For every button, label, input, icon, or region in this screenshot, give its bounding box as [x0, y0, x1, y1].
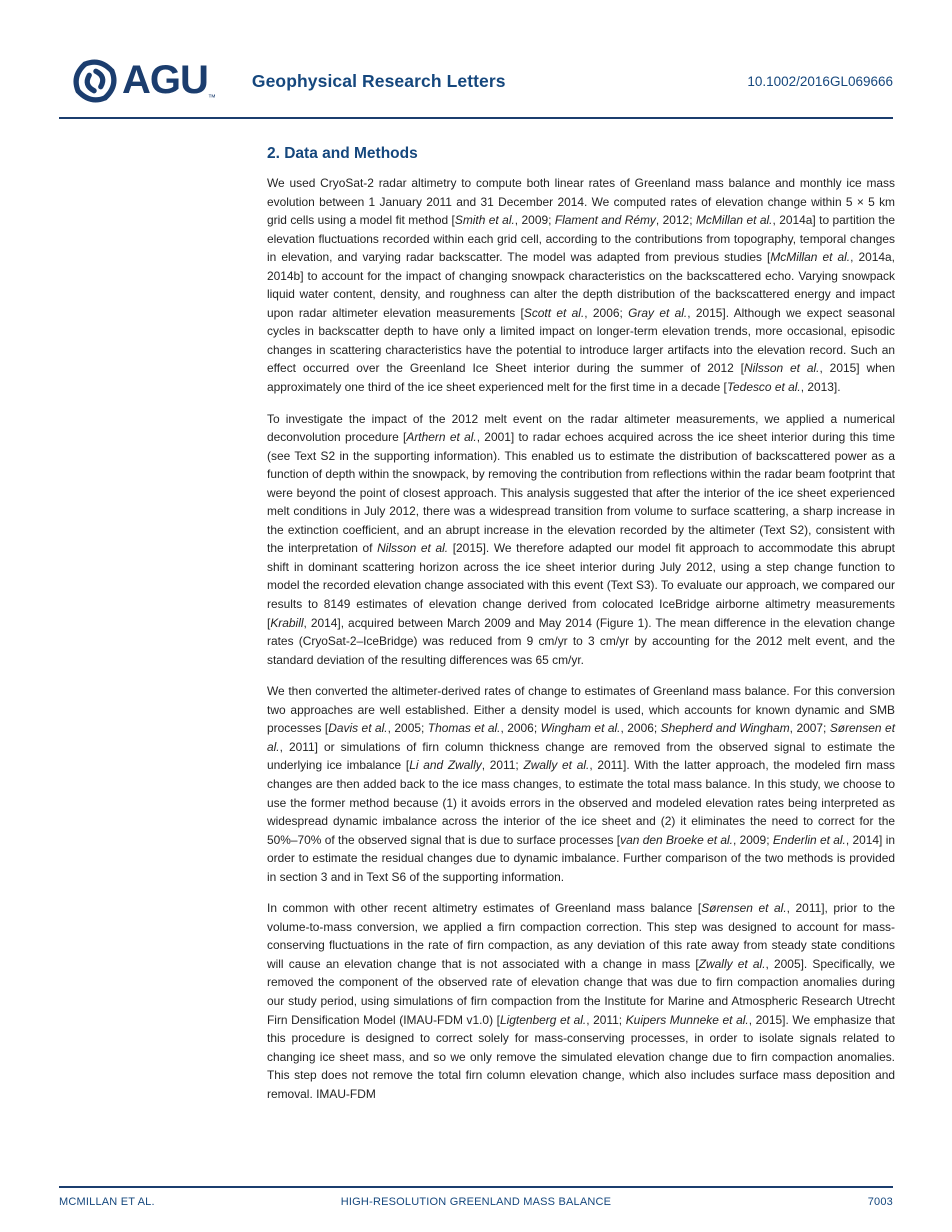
agu-logo-text: AGU [122, 58, 208, 102]
paragraph-2: To investigate the impact of the 2012 melt event on the radar altimeter measurements, we applied a numerical deconvolution procedure [Arthern et al., 2001] to radar echoes acquired across the ice sheet interior during this time (see Text S2 in the supporting information). This enabled us to estimate the distribution of backscattered power as a function of depth within the snowpack, by removing the contribution from reflections within the radar beam footprint that were beyond the point of closest approach. This analysis suggested that after the interior of the ice sheet experienced melt conditions in July 2012, there was a widespread transition from volume to surface scattering, a sharp increase in the extinction coefficient, and an abrupt increase in the elevation recorded by the altimeter (Text S2), consistent with the interpretation of Nilsson et al. [2015]. We therefore adapted our model fit approach to accommodate this abrupt shift in dominant scattering horizon across the ice sheet interior during July 2012, using a step change function to model the recorded elevation change associated with this event (Text S3). To evaluate our approach, we compared our results to 8149 estimates of elevation change derived from colocated IceBridge airborne altimetry measurements [Krabill, 2014], acquired between March 2009 and May 2014 (Figure 1). The mean difference in the elevation change rates (CryoSat-2–IceBridge) was reduced from 9 cm/yr to 3 cm/yr by accounting for the 2012 melt event, and the standard deviation of the resulting differences was 65 cm/yr. [267, 411, 896, 667]
journal-title: Geophysical Research Letters [251, 70, 506, 91]
footer-running-title: HIGH-RESOLUTION GREENLAND MASS BALANCE [340, 1196, 612, 1208]
page-footer [59, 1196, 893, 1208]
paragraph-4: In common with other recent altimetry estimates of Greenland mass balance [Sørensen et al., 2011], prior to the volume-to-mass conversion, we applied a firn compaction correction. This step was designed to account for mass-conserving fluctuations in the rate of firn compaction, as any deviation of this rate away from steady state conditions will cause an elevation change that is not associated with a change in mass [Zwally et al., 2005]. Specifically, we removed the component of the observed rate of elevation change that was due to firn compaction anomalies during our study period, using simulations of firn compaction from the Institute for Marine and Atmospheric Research Utrecht Firn Densification Model (IMAU-FDM v1.0) [Ligtenberg et al., 2011; Kuipers Munneke et al., 2015]. We emphasize that this procedure is designed to correct solely for mass-conserving processes, in order to isolate signals related to changing ice sheet mass, and so we only remove the simulated elevation change due to firn compaction anomalies. This step does not remove the total firn column elevation change, which also includes surface mass deposition and removal. IMAU-FDM [267, 901, 896, 1101]
page-header [70, 56, 893, 106]
footer-divider [59, 1186, 893, 1188]
article-body [267, 145, 895, 1116]
footer-authors: MCMILLAN ET AL. [59, 1196, 155, 1208]
footer-page-number: 7003 [867, 1196, 893, 1208]
header-divider [59, 117, 893, 119]
paragraph-3: We then converted the altimeter-derived rates of change to estimates of Greenland mass balance. For this conversion two approaches are well established. Either a density model is used, which accounts for known dynamic and SMB processes [Davis et al., 2005; Thomas et al., 2006; Wingham et al., 2006; Shepherd and Wingham, 2007; Sørensen et al., 2011] or simulations of firn column thickness change are removed from the observed signal to estimate the underlying ice imbalance [Li and Zwally, 2011; Zwally et al., 2011]. With the latter approach, the modeled firn mass changes are then added back to the ice mass changes, to estimate the total mass balance. In this study, we choose to use the former method because (1) it avoids errors in the observed and modeled elevation rates being interpreted as widespread dynamic imbalance across the interior of the ice sheet and (2) it eliminates the need to correct for the 50%–70% of the observed signal that is due to surface processes [van den Broeke et al., 2009; Enderlin et al., 2014] in order to estimate the residual changes due to dynamic imbalance. Further comparison of the two methods is provided in section 3 and in Text S6 of the supporting information. [267, 684, 896, 884]
agu-knot-icon [70, 56, 120, 106]
trademark-symbol: ™ [207, 93, 216, 102]
paragraph-1: We used CryoSat-2 radar altimetry to compute both linear rates of Greenland mass balance and monthly ice mass evolution between 1 January 2011 and 31 December 2014. We computed rates of elevation change within 5 × 5 km grid cells using a model fit method [Smith et al., 2009; Flament and Rémy, 2012; McMillan et al., 2014a] to partition the elevation fluctuations recorded within each grid cell, according to the contributions from topography, temporal changes in elevation, and varying radar backscatter. The model was adapted from previous studies [McMillan et al., 2014a, 2014b] to account for the impact of changing snowpack characteristics on the backscattered echo. Varying snowpack liquid water content, density, and roughness can alter the depth distribution of the backscattered energy and impact upon radar altimeter elevation measurements [Scott et al., 2006; Gray et al., 2015]. Although we expect seasonal cycles in backscatter depth to have only a limited impact on longer-term elevation trends, more occasional, episodic changes in scattering characteristics have the potential to introduce larger artifacts into the elevation record. Such an effect occurred over the Greenland Ice Sheet interior during the summer of 2012 [Nilsson et al., 2015] when approximately one third of the ice sheet experienced melt for the first time in a decade [Tedesco et al., 2013]. [267, 176, 895, 395]
section-heading: 2. Data and Methods [267, 145, 418, 162]
agu-logo [70, 56, 216, 106]
doi-label: 10.1002/2016GL069666 [747, 73, 893, 89]
